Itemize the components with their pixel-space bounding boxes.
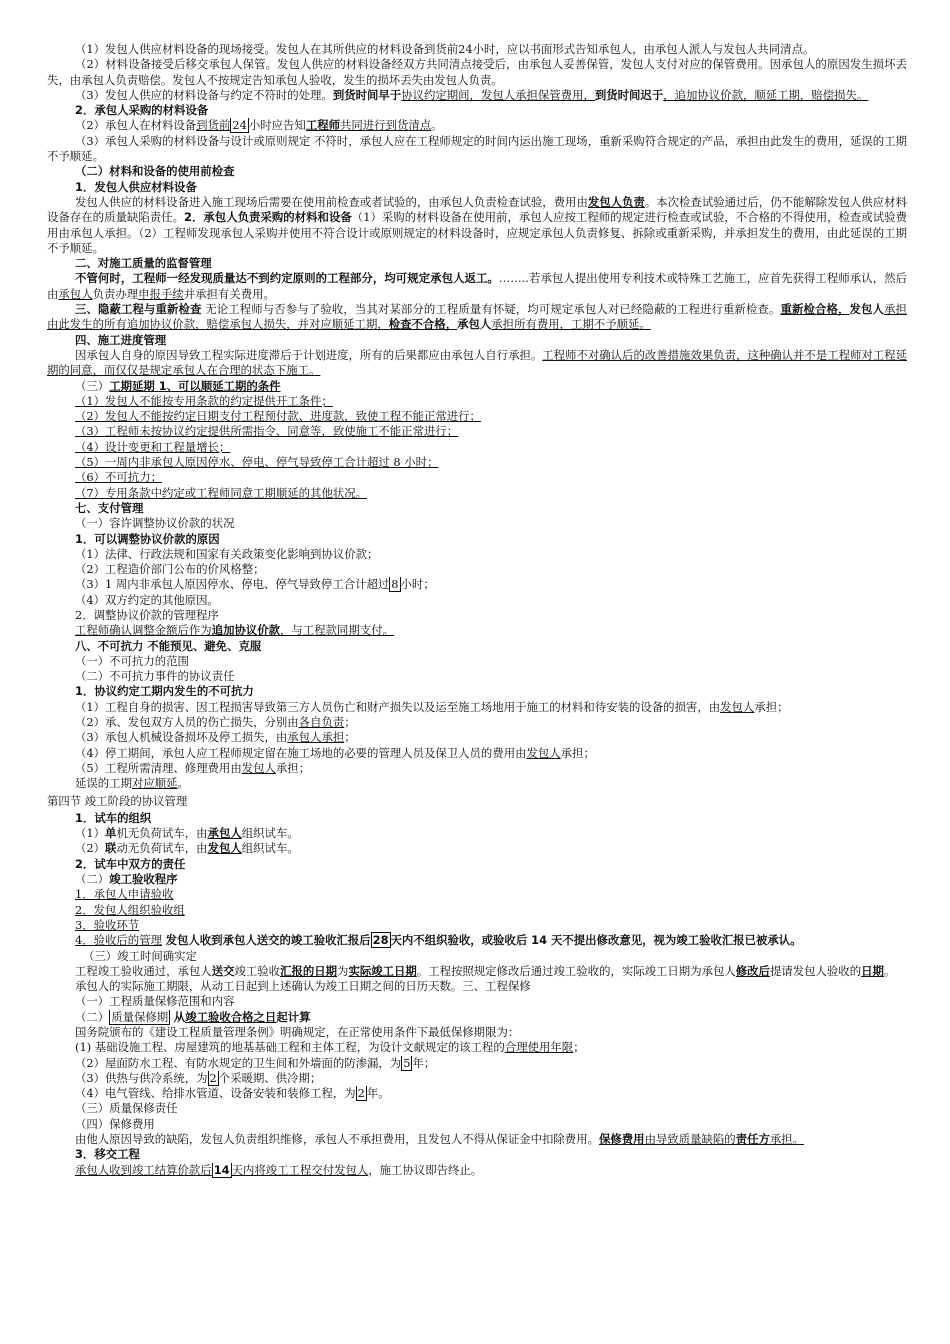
text: ； (573, 1040, 585, 1055)
paragraph (47, 302, 907, 333)
text: (1) 基础设施工程、房屋建筑的地基基础工程和主体工程，为设计文献规定的该工程的 (75, 1040, 505, 1055)
heading: 1．发包人供应材料设备 (75, 179, 197, 194)
list-item: （2）发包人不能按约定日期支付工程预付款、进度款，致使工程不能正常进行； (75, 409, 481, 424)
text: 发包人供应的材料设备进入施工现场后需要在使用前检查或者试验的，由承包人负责检查试验，费用由 (75, 194, 588, 209)
list-item (47, 841, 907, 856)
text: 组织试车。 (241, 841, 299, 856)
text: 不管何时，工程师一经发现质量达不到约定原则的工程部分，均可规定承包人返工。 (75, 271, 499, 286)
list-item (47, 826, 907, 841)
heading: （一）工程质量保修范围和内容 (75, 994, 235, 1009)
list-item (47, 1071, 907, 1086)
text: 发包人 (241, 760, 276, 775)
text: （1）发包人供应材料设备的现场接受。发包人在其所供应的材料设备到货前24小时，应以书面形式告知承包人，由承包人派人与发包人共同清点。 (75, 42, 815, 56)
list-item (47, 1086, 907, 1101)
text: 组织试车。 (241, 826, 299, 841)
paragraph (47, 700, 907, 715)
text: 竣工验收程序 (109, 872, 178, 887)
text: （二） (75, 872, 110, 887)
text: 天内不组织验收，或验收后 14 天不提出修改意见，视为竣工验收汇报已被承认。 (390, 933, 802, 948)
text: 汇报的日期 (280, 963, 338, 978)
text: 承担由此发生的所有追加协议价款，赔偿承包人损失，并对应顺延工期， (47, 302, 907, 332)
text: 无论工程师与否参与了验收，当其对某部分的工程质量有怀疑，均可规定承包人对已经隐蔽的工程进行重新检查。 (205, 302, 781, 317)
text: 5 (403, 1055, 411, 1070)
text: 起计算 (276, 1009, 311, 1024)
text: 提请发包人验收的 (769, 963, 862, 978)
text: ……..若承包人提出使用专利技术或特殊工艺施工，应首先获得工程师承认，然后由 (47, 271, 907, 301)
heading: （二）材料和设备的使用前检查 (75, 164, 235, 179)
line: 国务院颁布的《建设工程质量管理条例》明确规定，在正常使用条件下最低保修期限为： (75, 1025, 520, 1039)
list-item: 2．发包人组织验收组 (75, 902, 185, 917)
paragraph (47, 271, 907, 302)
heading: 二、对施工质量的监督管理 (75, 256, 212, 271)
text: 不能预见、避免、克服 (147, 638, 262, 653)
heading: 3．移交工程 (75, 1147, 140, 1162)
line: 承包人的实际施工期限，从动工日起到上述确认为竣工日期之间的日历天数。三、工程保修 (75, 979, 531, 994)
list-item (47, 1056, 907, 1071)
text: 发包人 (207, 841, 242, 856)
text: 协议约定期间，发包人承担保管费用， (401, 87, 595, 102)
text: （三） (75, 378, 110, 393)
list-item (47, 776, 907, 791)
text: 24 (232, 118, 247, 133)
text: 工程师不对确认后的改善措施效果负责，这种确认并不是工程师对工程延期的同意，而仅仅是规定承包人在合理的状态下施工。 (47, 347, 907, 378)
text: 承担； (754, 699, 789, 714)
paragraph (47, 964, 907, 979)
line (47, 118, 907, 133)
text: 对应顺延 (131, 776, 178, 791)
text: 承包人 (58, 286, 93, 301)
text: 2 (357, 1086, 365, 1101)
text: 三、隐蔽工程与重新检查 (75, 302, 202, 317)
heading: 四、施工进度管理 (75, 332, 167, 347)
text: 到货时间迟于 (594, 87, 664, 102)
heading: 七、支付管理 (75, 500, 144, 515)
text: 申报手续 (138, 286, 184, 301)
text: 小时； (400, 577, 435, 592)
paragraph (47, 134, 907, 165)
text: 发包人负责 (587, 194, 645, 209)
text: 工期延期 1、可以顺延工期的条件 (109, 378, 281, 393)
text: 追加协议价款 (211, 623, 281, 638)
text: （1）工程自身的损害、因工程损害导致第三方人员伤亡和财产损失以及运至施工场地用于施工的材料和待安装的设备的损害，由 (75, 699, 721, 714)
line (47, 1163, 907, 1178)
heading (47, 639, 907, 654)
text: 。 (431, 118, 443, 133)
text: 发包人 (720, 699, 755, 714)
list-item: （6）不可抗力； (75, 470, 162, 485)
text: 发包人 (526, 745, 561, 760)
text: （2）材料设备接受后移交承包人保管。发包人供应的材料设备经双方共同清点接受后，由承包人妥善保管，发包人支付对应的保管费用。因承包人的原因发生损坏丢失，由承包人负责赔偿。发包人不按规定告知承包人验收，发生的损坏丢失由发包人负责。 (47, 57, 907, 87)
heading: （一）不可抗力的范围 (75, 653, 189, 668)
text: 4．验收后的管理 (75, 933, 162, 948)
heading: （三）质量保修责任 (75, 1101, 178, 1116)
text: 送交 (211, 963, 235, 978)
text: 个采暖期、供冷期； (218, 1070, 322, 1085)
list-item (47, 761, 907, 776)
section-heading: 第四节 竣工阶段的协议管理 (47, 793, 188, 808)
text: （3）发包人供应的材料设备与约定不符时的处理。 (75, 87, 333, 102)
text: 承包人收到竣工结算价款后 (75, 1162, 212, 1177)
text: 天内将竣工工程交付发包人 (231, 1162, 369, 1177)
list-item: 3．验收环节 (75, 917, 140, 932)
text: 。本次检查试验通过后，仍不能解除发包人供应材料设备存在的质量缺陷责任。 (47, 194, 907, 225)
heading (47, 1010, 907, 1025)
text: 小时应告知 (248, 118, 306, 133)
text: 承包人 (457, 317, 492, 332)
paragraph (47, 195, 907, 256)
list-item (47, 746, 907, 761)
text: 八、不可抗力 (75, 638, 144, 653)
text: 承担所有费用，工期不予顺延。 (491, 317, 651, 332)
text: 。工程按照规定修改后通过竣工验收的，实际竣工日期为承包人 (416, 963, 736, 978)
text: （2） (75, 841, 106, 856)
text: 联 (105, 841, 117, 856)
heading: 1．协议约定工期内发生的不可抗力 (75, 684, 254, 699)
text: 并承担有关费用。 (183, 286, 275, 301)
text: ； (344, 730, 356, 745)
text: 合理使用年限 (504, 1040, 574, 1055)
text: 由导致质量缺陷的 (644, 1132, 736, 1147)
list-item: （1）法律、行政法规和国家有关政策变化影响到协议价款； (75, 546, 379, 561)
line (47, 623, 907, 638)
heading: 2．调整协议价款的管理程序 (75, 607, 219, 622)
text: 竣工验收合格之日 (185, 1009, 277, 1024)
heading: 2．试车中双方的责任 (75, 856, 186, 871)
list-item: （5）一周内非承包人原因停水、停电、停气导致停工合计超过 8 小时； (75, 455, 439, 470)
list-item: （4）双方约定的其他原因。 (75, 592, 219, 607)
para-material-custody (47, 57, 907, 88)
document-page (47, 42, 907, 1178)
text: 重新检合格， (780, 302, 850, 317)
list-item: （4）设计变更和工程量增长； (75, 439, 231, 454)
text: 由他人原因导致的缺陷，发包人负责组织维修，承包人不承担费用，且发包人不得从保证金中扣除费用。 (75, 1132, 599, 1147)
list-item (47, 715, 907, 730)
text: 8 (391, 577, 399, 592)
text: ，与工程款同期支付。 (280, 623, 394, 638)
text: 延误的工期 (75, 776, 132, 791)
text: 共同进行到货清点 (340, 118, 432, 133)
text: （3）1 周内非承包人原因停水、停电、停气导致停工合计超过 (75, 577, 390, 592)
text: 承担。 (769, 1132, 805, 1147)
heading (47, 872, 907, 887)
heading: （三）竣工时间确实定 (83, 948, 197, 963)
text: （4）停工期间，承包人应工程师规定留在施工场地的必要的管理人员及保卫人员的费用由 (75, 745, 527, 760)
text: 承包人 (207, 826, 242, 841)
text: 承担； (560, 745, 595, 760)
text: 修改后 (735, 963, 770, 978)
text: 竣工验收 (234, 963, 281, 978)
text: （3）承包人采购的材料设备与设计或原则规定 不符时，承包人应在工程师规定的时间内运出施工现场，重新采购符合规定的产品，承担由此发生的费用，延误的工期不予顺延。 (47, 133, 907, 164)
text: （2）承、发包双方人员的伤亡损失，分别由 (75, 715, 299, 730)
list-item: （3）工程师未按协议约定提供所需指令、同意等，致使施工不能正常进行； (75, 424, 459, 439)
list-item: 1．承包人申请验收 (75, 887, 174, 902)
text: 单 (105, 826, 117, 841)
text: 年； (412, 1055, 436, 1070)
paragraph (47, 348, 907, 379)
text: 检查不合格， (388, 317, 458, 332)
text: 质量保修期 (111, 1009, 169, 1024)
text: （2）屋面防水工程、有防水规定的卫生间和外墙面的防渗漏，为 (75, 1055, 402, 1070)
text: 工程师确认调整金额后作为 (75, 623, 212, 638)
text: （1） (75, 826, 106, 841)
heading: 2．承包人采购的材料设备 (75, 103, 209, 118)
text: 因承包人自身的原因导致工程实际进度滞后于计划进度，所有的后果都应由承包人自行承担。 (75, 347, 543, 362)
list-item (47, 730, 907, 745)
text: 28 (372, 933, 389, 948)
text: 到货时间早于 (332, 87, 402, 102)
text: 动无负荷试车，由 (116, 841, 208, 856)
text: 机无负荷试车，由 (116, 826, 208, 841)
list-item: （7）专用条款中约定或工程师同意工期顺延的其他状况。 (75, 485, 368, 500)
text: 。 (883, 963, 896, 978)
text: （3）承包人机械设备损坏及停工损失，由 (75, 730, 288, 745)
text: 各自负责 (298, 715, 345, 730)
paragraph (47, 933, 907, 948)
para-material-mismatch (47, 88, 907, 103)
heading (47, 379, 907, 394)
text: 到货前 (196, 118, 231, 133)
text: 承包人承担 (287, 730, 345, 745)
text: 责任方 (735, 1132, 770, 1147)
text: 2．承包人负责采购的材料和设备 (184, 210, 352, 225)
para-material-receipt (47, 42, 907, 57)
heading: 1．可以调整协议价款的原因 (75, 531, 220, 546)
text: （4）电气管线、给排水管道、设备安装和装修工程，为 (75, 1086, 356, 1101)
heading: （一）容许调整协议价款的状况 (75, 516, 235, 531)
text: 发包人 (849, 302, 885, 317)
text: 年。 (366, 1086, 390, 1101)
list-item (47, 577, 907, 592)
text: 。 (177, 776, 189, 791)
text: 2 (209, 1070, 217, 1085)
heading: （二）不可抗力事件的协议责任 (75, 669, 235, 684)
text: 从 (173, 1009, 186, 1024)
text: （2）承包人在材料设备 (75, 118, 197, 133)
text: 保修费用 (598, 1132, 645, 1147)
text: （5）工程所需清理、修理费用由 (75, 760, 242, 775)
text: 承担； (275, 760, 311, 775)
text: ； (344, 715, 356, 730)
text: 实际竣工日期 (348, 963, 417, 978)
list-item: （1）发包人不能按专用条款的约定提供开工条件； (75, 393, 333, 408)
heading: 1．试车的组织 (75, 810, 152, 825)
text: 14 (213, 1162, 230, 1177)
text: ，追加协议价款，顺延工期，赔偿损失。 (663, 87, 869, 102)
paragraph (47, 1132, 907, 1147)
text: （1）采购的材料设备在使用前，承包人应按工程师的规定进行检查或试验，不合格的不得使用，检查或试验费用由承包人承担。（2）工程师发现承包人采购并使用不符合设计或原则规定的材料设备时，应规定承包人负责修复、拆除或重新采购，并承担发生的费用，由此延误的工期不予顺延。 (47, 210, 907, 255)
text: 发包人收到承包人送交的竣工验收汇报后 (165, 933, 371, 948)
text: （3）供热与供冷系统，为 (75, 1070, 208, 1085)
text: 工程师 (305, 118, 340, 133)
list-item (47, 1040, 907, 1055)
text: 工程竣工验收通过，承包人 (75, 963, 212, 978)
heading: （四）保修费用 (75, 1116, 155, 1131)
list-item: （2）工程造价部门公布的价风格整； (75, 562, 265, 577)
text: 负责办理 (92, 286, 139, 301)
text: 日期 (861, 963, 884, 978)
text: （二） (75, 1009, 110, 1024)
text: ，施工协议即告终止。 (368, 1162, 483, 1177)
text: 为 (337, 963, 349, 978)
